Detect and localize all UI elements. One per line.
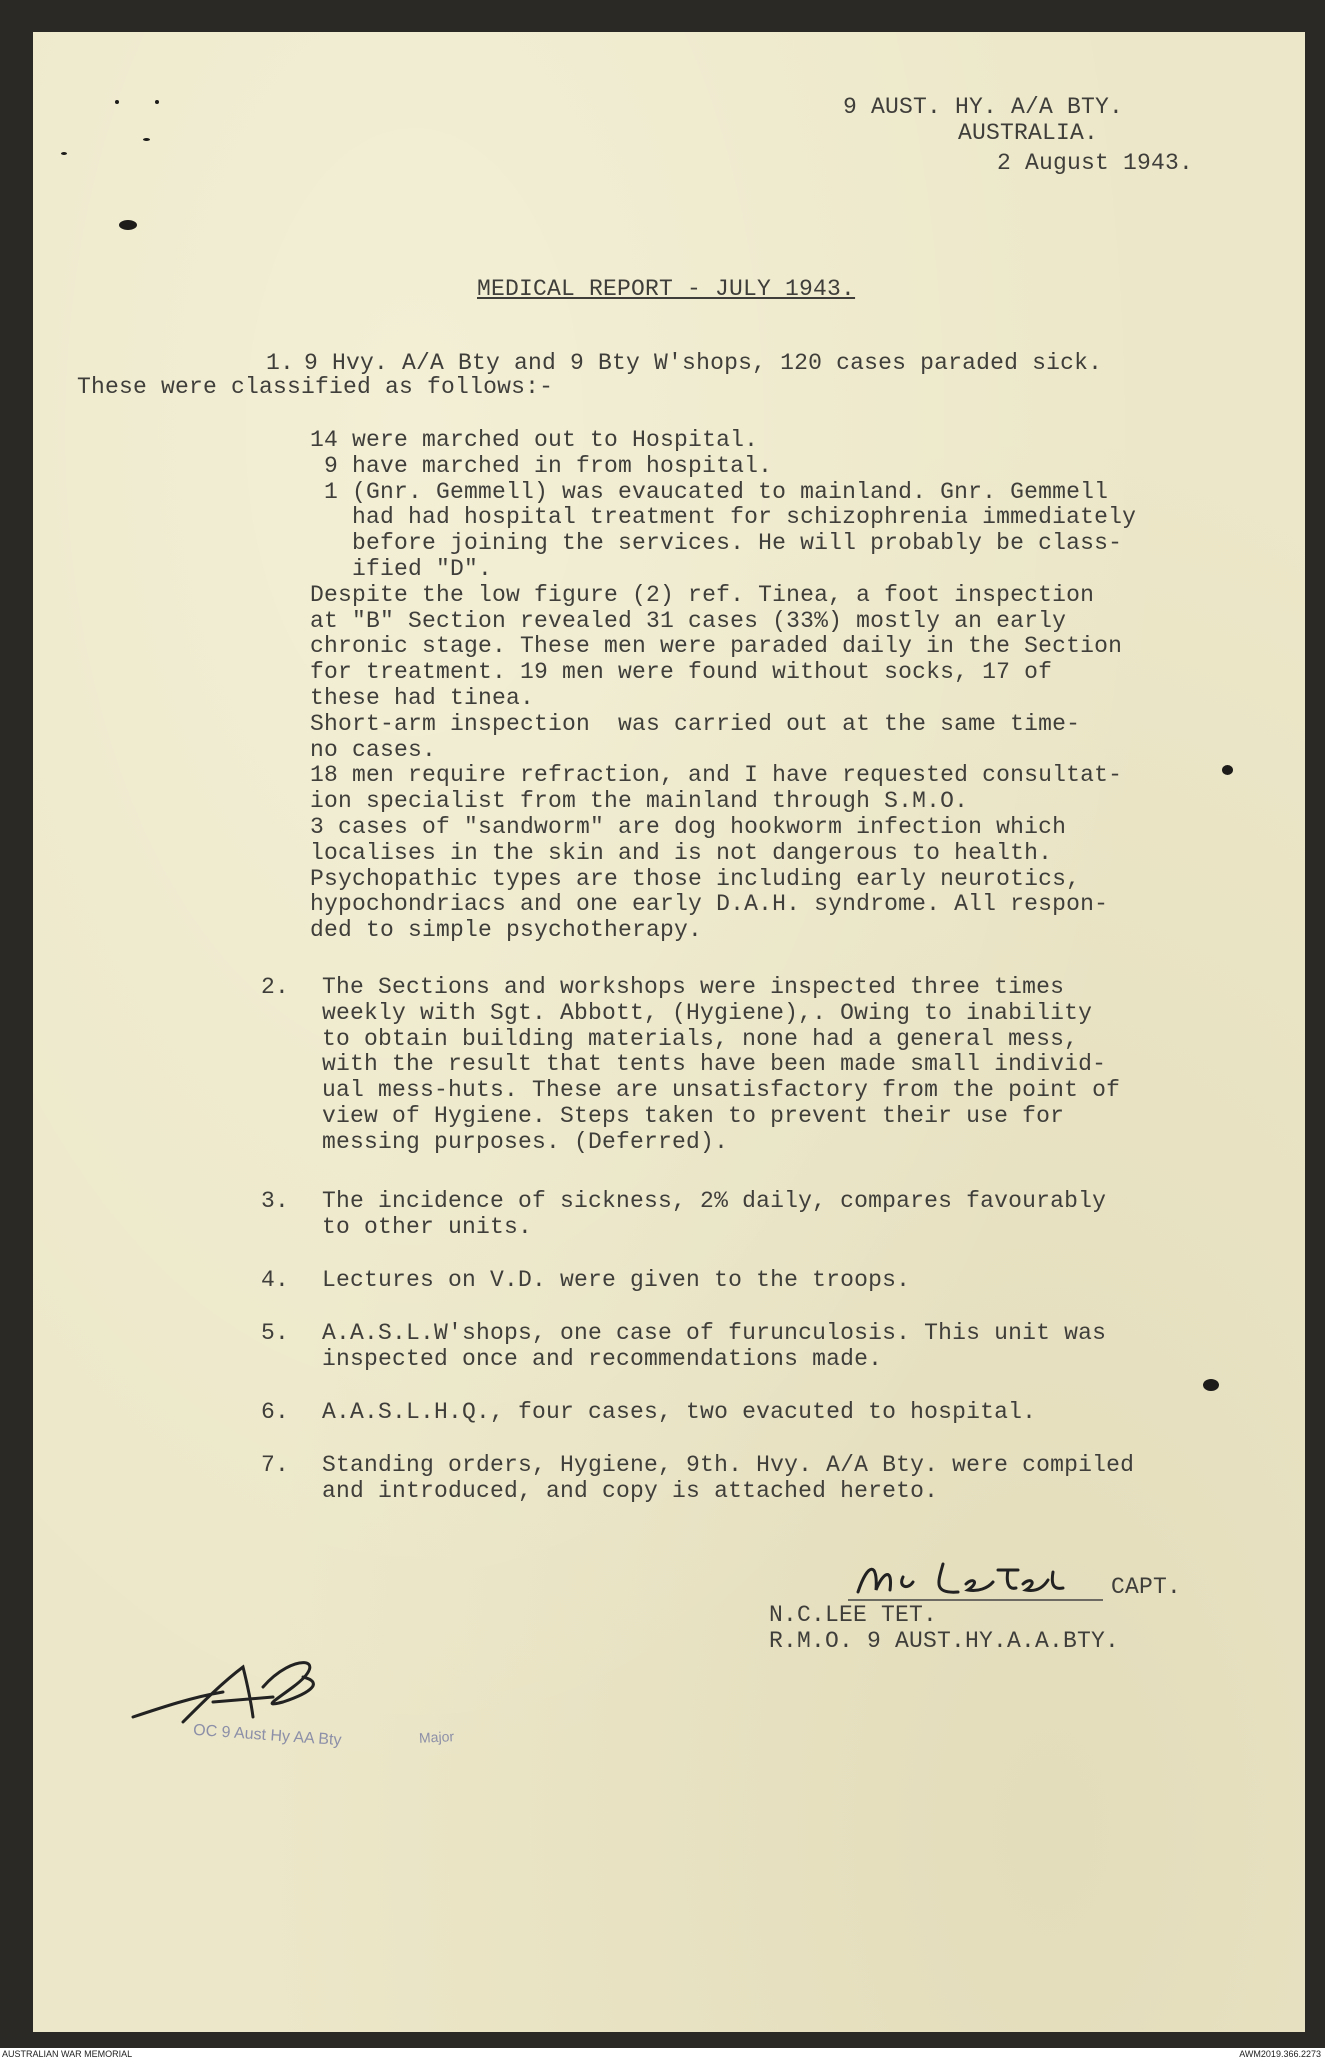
section-1-number: 1. bbox=[266, 350, 295, 376]
s1-items-line: ion specialist from the mainland through S.M.O. bbox=[310, 788, 969, 815]
s2-lines-line: to obtain building materials, none had a general mess, bbox=[322, 1025, 1079, 1052]
page-title: MEDICAL REPORT - JULY 1943. bbox=[477, 276, 856, 302]
s7-lines-line: Standing orders, Hygiene, 9th. Hvy. A/A Bty. were compiled bbox=[322, 1452, 1135, 1478]
document-page bbox=[33, 32, 1305, 2032]
signature-name: N.C.LEE TET. bbox=[769, 1602, 938, 1628]
s1-items-line: 18 men require refraction, and I have requested consultat- bbox=[310, 762, 1123, 789]
ink-dot bbox=[61, 152, 67, 155]
s1-items-line: before joining the services. He will probably be class- bbox=[310, 530, 1123, 557]
s1-items-line: at "B" Section revealed 31 cases (33%) mostly an early bbox=[310, 607, 1067, 634]
header-date: 2 August 1943. bbox=[997, 150, 1194, 176]
approval-signature bbox=[123, 1647, 343, 1737]
archive-reference: AWM2019.366.2273 bbox=[1239, 2049, 1321, 2059]
s1-items-line: 3 cases of "sandworm" are dog hookworm infection which bbox=[310, 814, 1067, 840]
s1-items-line: these had tinea. bbox=[310, 685, 535, 711]
s6-lines-line: A.A.S.L.H.Q., four cases, two evacuted to hospital. bbox=[322, 1399, 1037, 1425]
s2-lines-line: weekly with Sgt. Abbott, (Hygiene),. Owing to inability bbox=[322, 999, 1093, 1026]
s1-items-line: hypochondriacs and one early D.A.H. syndrome. All respon- bbox=[310, 891, 1109, 918]
signature-rank: CAPT. bbox=[1111, 1574, 1182, 1600]
section-3-number: 3. bbox=[261, 1188, 290, 1214]
s1-items-line: for treatment. 19 men were found without socks, 17 of bbox=[310, 659, 1053, 686]
ink-blot bbox=[1203, 1379, 1219, 1391]
s2-lines-line: ual mess-huts. These are unsatisfactory from the point of bbox=[322, 1077, 1121, 1104]
section-2-number: 2. bbox=[261, 974, 290, 1000]
s1-items-line: ded to simple psychotherapy. bbox=[310, 917, 703, 944]
s2-lines-line: The Sections and workshops were inspected three times bbox=[322, 974, 1065, 1000]
s3-lines-line: The incidence of sickness, 2% daily, compares favourably bbox=[322, 1188, 1107, 1214]
ink-blot bbox=[1222, 765, 1233, 775]
section-1-line: These were classified as follows:- bbox=[77, 374, 554, 400]
archive-footer bbox=[0, 2048, 1325, 2061]
archive-name: AUSTRALIAN WAR MEMORIAL bbox=[2, 2049, 133, 2059]
section-7-number: 7. bbox=[261, 1452, 290, 1478]
signature-role: R.M.O. 9 AUST.HY.A.A.BTY. bbox=[769, 1628, 1120, 1654]
s1-items-line: chronic stage. These men were paraded daily in the Section bbox=[310, 633, 1123, 660]
s3-lines-line: to other units. bbox=[322, 1213, 533, 1240]
s5-lines-line: A.A.S.L.W'shops, one case of furunculosis. This unit was bbox=[322, 1320, 1107, 1346]
s1-items-line: ified "D". bbox=[310, 556, 493, 582]
s1-items-line: no cases. bbox=[310, 736, 437, 763]
s1-items-line: Short-arm inspection was carried out at the same time- bbox=[310, 710, 1081, 737]
ink-blot bbox=[119, 220, 137, 230]
s1-items-line: had had hospital treatment for schizophrenia immediately bbox=[310, 504, 1137, 531]
ink-dot bbox=[143, 138, 150, 141]
s7-lines-line: and introduced, and copy is attached hereto. bbox=[322, 1477, 939, 1504]
s1-items-line: Psychopathic types are those including early neurotics, bbox=[310, 865, 1081, 892]
section-4-number: 4. bbox=[261, 1267, 290, 1293]
s2-lines-line: messing purposes. (Deferred). bbox=[322, 1128, 729, 1155]
s2-lines-line: with the result that tents have been made small individ- bbox=[322, 1051, 1107, 1078]
header-unit: 9 AUST. HY. A/A BTY. bbox=[843, 94, 1124, 120]
s1-items-line: Despite the low figure (2) ref. Tinea, a foot inspection bbox=[310, 581, 1095, 608]
s4-lines-line: Lectures on V.D. were given to the troops. bbox=[322, 1267, 911, 1293]
ink-dot bbox=[115, 100, 119, 104]
s1-items-line: 14 were marched out to Hospital. bbox=[310, 427, 759, 453]
approval-stamp: OC 9 Aust Hy AA Bty bbox=[192, 1721, 342, 1750]
s1-items-line: 9 have marched in from hospital. bbox=[310, 452, 773, 479]
s5-lines-line: inspected once and recommendations made. bbox=[322, 1345, 883, 1372]
header-place: AUSTRALIA. bbox=[958, 120, 1099, 146]
section-6-number: 6. bbox=[261, 1399, 290, 1425]
approval-stamp-rank: Major bbox=[418, 1728, 455, 1746]
section-1-line: 9 Hvy. A/A Bty and 9 Bty W'shops, 120 cases paraded sick. bbox=[304, 350, 1103, 376]
section-5-number: 5. bbox=[261, 1320, 290, 1346]
s1-items-line: 1 (Gnr. Gemmell) was evaucated to mainland. Gnr. Gemmell bbox=[310, 478, 1109, 505]
s2-lines-line: view of Hygiene. Steps taken to prevent their use for bbox=[322, 1103, 1065, 1129]
ink-dot bbox=[155, 100, 159, 104]
s1-items-line: localises in the skin and is not dangerous to health. bbox=[310, 839, 1053, 866]
